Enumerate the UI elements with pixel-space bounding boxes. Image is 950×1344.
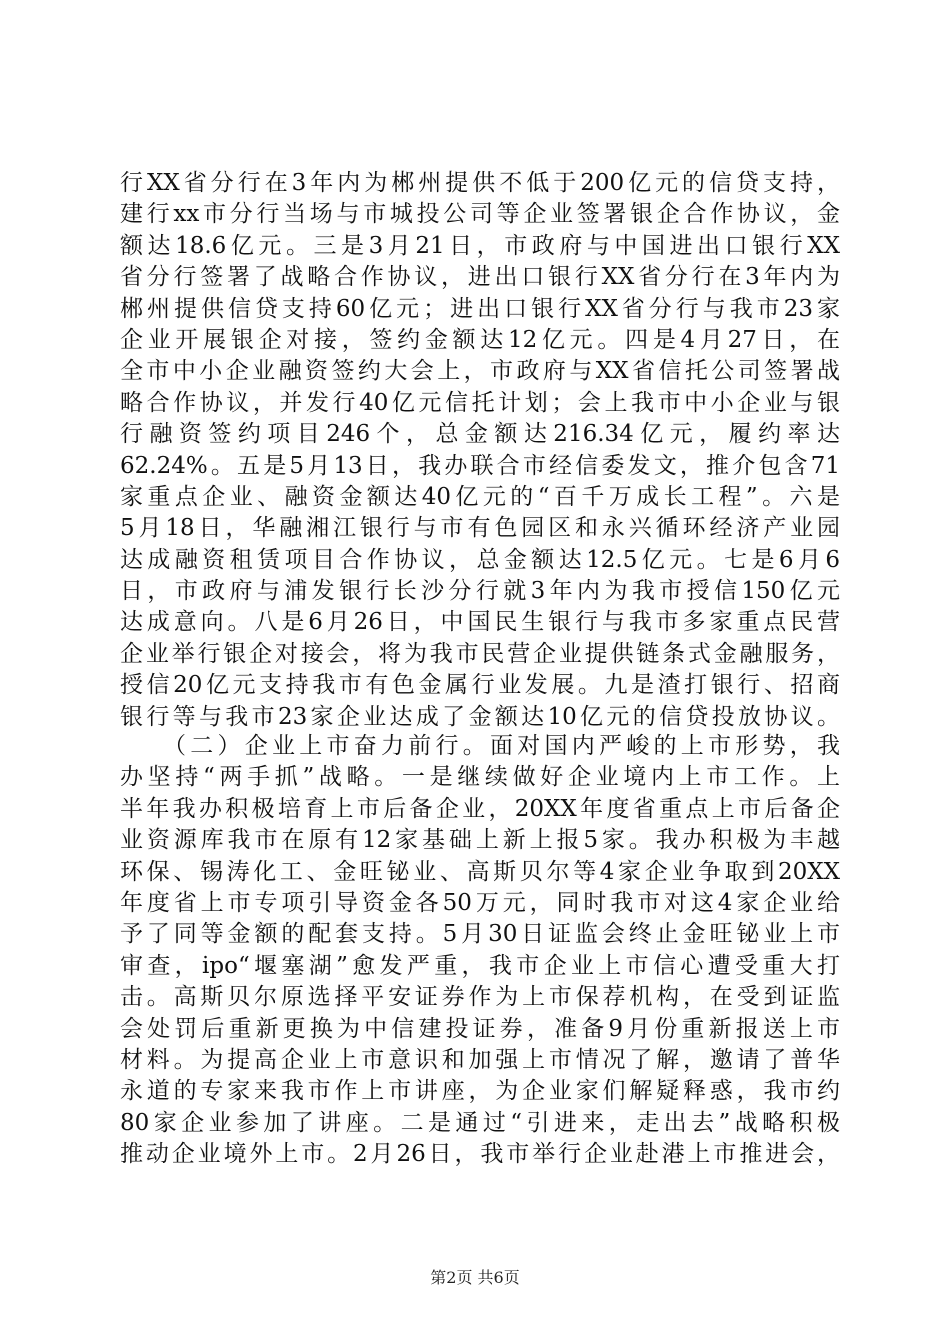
- text-line: 永道的专家来我市作上市讲座，为企业家们解疑释惑，我市约: [120, 1078, 840, 1105]
- text-line: 业资源库我市在原有12家基础上新上报5家。我办积极为丰越: [120, 827, 840, 854]
- text-line: 予了同等金额的配套支持。5月30日证监会终止金旺铋业上市: [120, 921, 840, 948]
- text-line: 环保、锡涛化工、金旺铋业、高斯贝尔等4家企业争取到20XX: [120, 858, 840, 885]
- text-line: 全市中小企业融资签约大会上，市政府与XX省信托公司签署战: [120, 358, 840, 385]
- text-line: 建行xx市分行当场与市城投公司等企业签署银企合作协议，金: [120, 201, 840, 228]
- text-line: 行XX省分行在3年内为郴州提供不低于200亿元的信贷支持，: [120, 170, 840, 196]
- text-line: 银行等与我市23家企业达成了金额达10亿元的信贷投放协议。: [120, 703, 840, 730]
- text-line: 行融资签约项目246个，总金额达216.34亿元，履约率达: [120, 421, 840, 448]
- text-line: 达成意向。八是6月26日，中国民生银行与我市多家重点民营: [120, 609, 840, 636]
- text-line: （二）企业上市奋力前行。面对国内严峻的上市形势，我: [120, 733, 840, 759]
- paragraph-enterprise-listing: [120, 731, 840, 1170]
- text-line: 会处罚后重新更换为中信建投证券，准备9月份重新报送上市: [120, 1015, 840, 1042]
- text-line: 省分行签署了战略合作协议，进出口银行XX省分行在3年内为: [120, 264, 840, 291]
- text-line: 企业举行银企对接会，将为我市民营企业提供链条式金融服务，: [120, 640, 840, 667]
- text-line: 半年我办积极培育上市后备企业，20XX年度省重点上市后备企: [120, 795, 840, 822]
- text-line: 80家企业参加了讲座。二是通过“引进来，走出去”战略积极: [120, 1109, 840, 1136]
- text-line: 推动企业境外上市。2月26日，我市举行企业赴港上市推进会，: [120, 1141, 840, 1168]
- paragraph-bank-cooperation: [120, 168, 840, 733]
- text-line: 家重点企业、融资金额达40亿元的“百千万成长工程”。六是: [120, 483, 840, 510]
- text-line: 郴州提供信贷支持60亿元；进出口银行XX省分行与我市23家: [120, 295, 840, 322]
- text-line: 材料。为提高企业上市意识和加强上市情况了解，邀请了普华: [120, 1046, 840, 1073]
- text-line: 击。高斯贝尔原选择平安证券作为上市保荐机构，在受到证监: [120, 984, 840, 1011]
- text-line: 办坚持“两手抓”战略。一是继续做好企业境内上市工作。上: [120, 764, 840, 791]
- text-line: 额达18.6亿元。三是3月21日，市政府与中国进出口银行XX: [120, 232, 840, 259]
- text-line: 年度省上市专项引导资金各50万元，同时我市对这4家企业给: [120, 889, 840, 916]
- text-line: 达成融资租赁项目合作协议，总金额达12.5亿元。七是6月6: [120, 546, 840, 573]
- text-line: 5月18日，华融湘江银行与市有色园区和永兴循环经济产业园: [120, 515, 840, 542]
- text-line: 62.24%。五是5月13日，我办联合市经信委发文，推介包含71: [120, 452, 840, 479]
- text-line: 企业开展银企对接，签约金额达12亿元。四是4月27日，在: [120, 326, 840, 353]
- text-line: 日，市政府与浦发银行长沙分行就3年内为我市授信150亿元: [120, 578, 840, 605]
- text-line: 审查，ipo“堰塞湖”愈发严重，我市企业上市信心遭受重大打: [120, 952, 840, 979]
- text-line: 略合作协议，并发行40亿元信托计划；会上我市中小企业与银: [120, 389, 840, 416]
- page-footer: 第2页 共6页: [430, 1268, 520, 1287]
- text-line: 授信20亿元支持我市有色金属行业发展。九是渣打银行、招商: [120, 672, 840, 699]
